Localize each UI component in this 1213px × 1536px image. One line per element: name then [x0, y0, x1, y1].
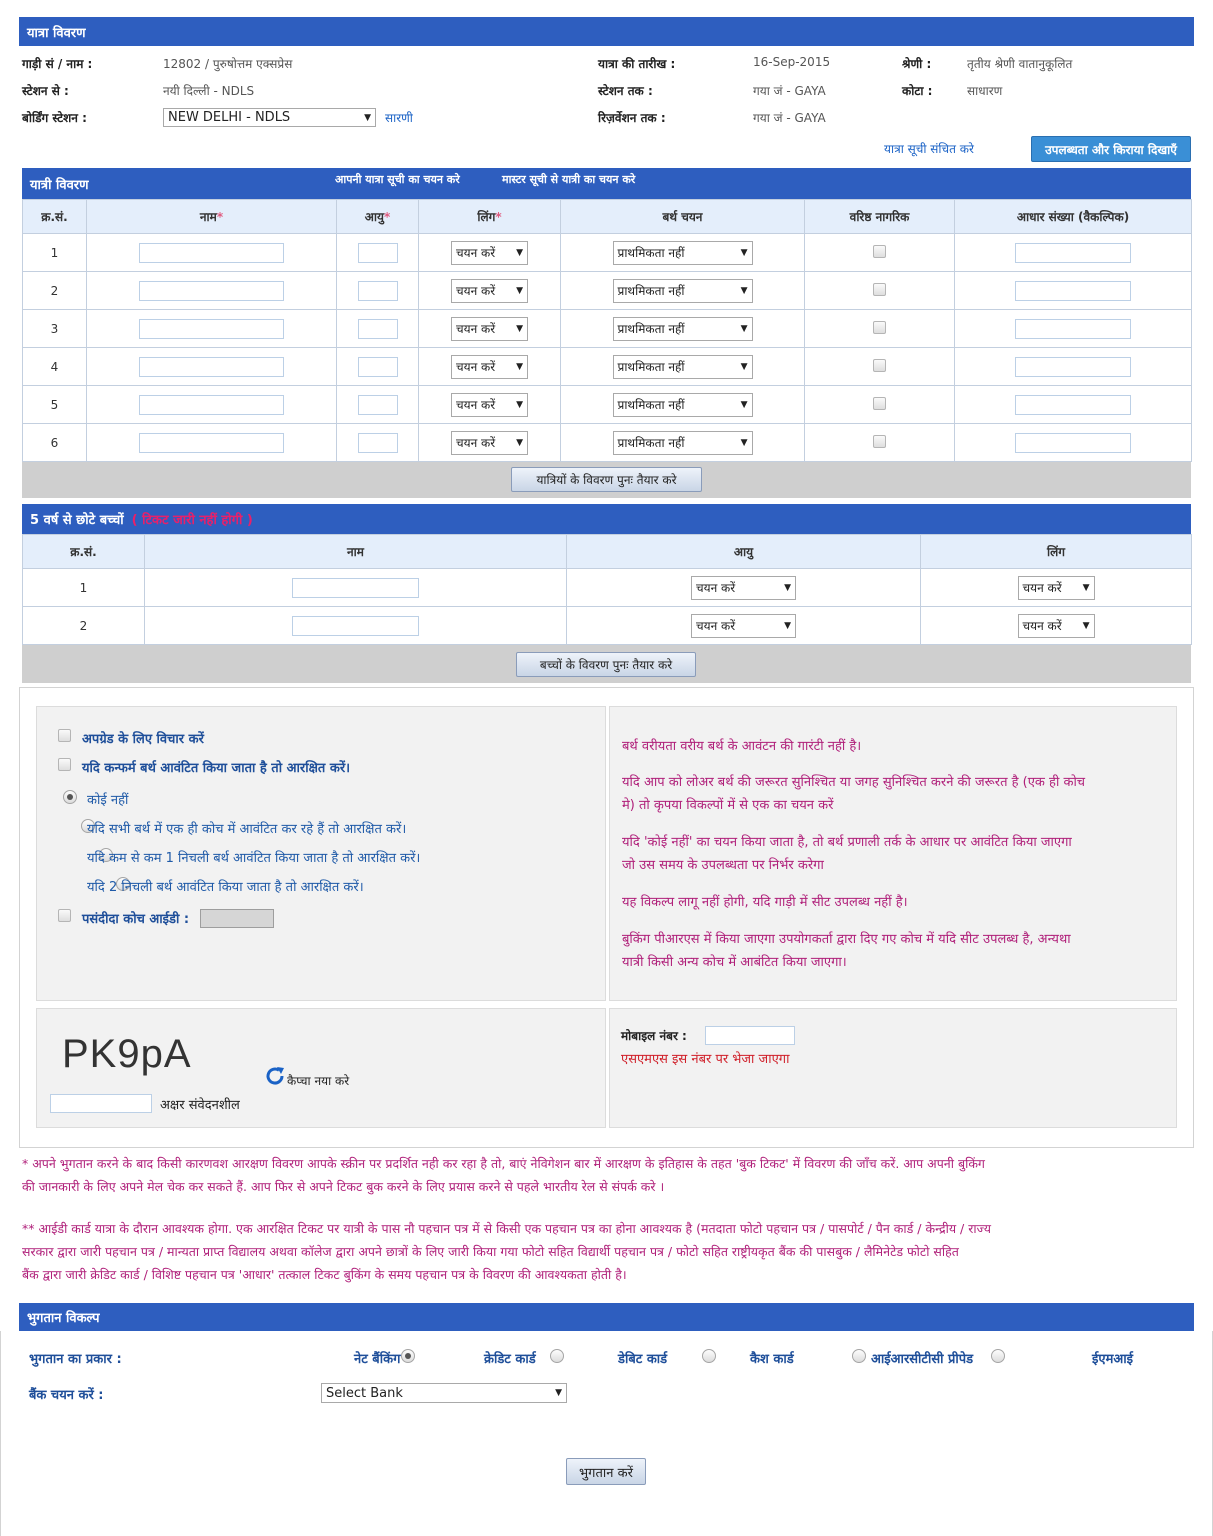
passenger-serial: 1	[23, 234, 87, 272]
coach-id-label: पसंदीदा कोच आईडी :	[82, 912, 190, 927]
pay-button[interactable]: भुगतान करें	[566, 1458, 646, 1485]
reset-children-button[interactable]: बच्चों के विवरण पुनः तैयार करे	[516, 652, 696, 677]
boarding-label: बोर्डिंग स्टेशन :	[22, 111, 87, 125]
passenger-row	[23, 310, 1192, 348]
passenger-name-input[interactable]	[139, 395, 284, 415]
chevron-down-icon: ▼	[740, 247, 748, 258]
show-availability-button[interactable]: उपलब्धता और किराया दिखाएँ	[1031, 136, 1191, 162]
aadhaar-input[interactable]	[1015, 243, 1131, 263]
chevron-down-icon: ▼	[1082, 582, 1090, 593]
passenger-berth-select[interactable]	[613, 431, 753, 455]
passenger-gender-value: चयन करें	[456, 322, 496, 336]
passenger-serial: 3	[23, 310, 87, 348]
passenger-age-input[interactable]	[358, 319, 398, 339]
refresh-icon[interactable]	[264, 1065, 286, 1087]
children-table-header	[23, 535, 1192, 569]
bank-select[interactable]	[321, 1383, 567, 1403]
chevron-down-icon: ▼	[740, 323, 748, 334]
chevron-down-icon: ▼	[516, 361, 523, 372]
child-age-value: चयन करें	[696, 619, 736, 633]
child-gender-select[interactable]	[1018, 614, 1095, 638]
passenger-berth-select[interactable]	[613, 355, 753, 379]
passenger-name-input[interactable]	[139, 357, 284, 377]
passenger-gender-value: चयन करें	[456, 360, 496, 374]
train-label: गाड़ी सं / नाम :	[22, 57, 93, 71]
passenger-name-input[interactable]	[139, 281, 284, 301]
date-value: 16-Sep-2015	[753, 55, 831, 69]
radio-credit-card-label: क्रेडिट कार्ड	[484, 1352, 536, 1367]
from-label: स्टेशन से :	[22, 84, 69, 98]
passenger-gender-select[interactable]	[451, 279, 528, 303]
radio-none[interactable]	[63, 790, 77, 804]
chevron-down-icon: ▼	[516, 323, 523, 334]
quota-value: साधारण	[967, 84, 1003, 98]
train-value: 12802 / पुरुषोत्तम एक्सप्रेस	[163, 57, 293, 71]
mobile-panel	[609, 1008, 1177, 1128]
chevron-down-icon: ▼	[784, 582, 791, 593]
senior-citizen-checkbox[interactable]	[873, 283, 886, 296]
passenger-gender-select[interactable]	[451, 241, 528, 265]
bank-select-label: बैंक चयन करें :	[29, 1388, 104, 1403]
radio-netbanking-label: नेट बैंकिंग	[354, 1352, 401, 1367]
note-1a: * अपने भुगतान करने के बाद किसी कारणवश आरक्षण विवरण आपके स्क्रीन पर प्रदर्शित नही कर रहा है तो, बाएं नेविगेशन बार में आरक्षण के इतिहास के तहत 'बुक टिकट' में विवरण की जाँच करें. आप अपनी बुकिंग	[22, 1156, 985, 1171]
from-value: नयी दिल्ली - NDLS	[163, 84, 255, 98]
passenger-berth-select[interactable]	[613, 393, 753, 417]
passenger-gender-select[interactable]	[451, 393, 528, 417]
upgrade-checkbox[interactable]	[58, 729, 71, 742]
chevron-down-icon: ▼	[1082, 620, 1090, 631]
note-2a: ** आईडी कार्ड यात्रा के दौरान आवश्यक होगा. एक आरक्षित टिकट पर यात्री के पास नौ पहचान पत्र में से किसी एक पहचान पत्र का होना आवश्यक है (मतदाता फोटो पहचान पत्र / पासपोर्ट / पैन कार्ड / केन्द्रीय / राज्य	[22, 1221, 991, 1236]
passenger-berth-value: प्राथमिकता नहीं	[617, 246, 685, 260]
class-value: तृतीय श्रेणी वातानुकूलित	[967, 57, 1073, 71]
chevron-down-icon: ▼	[516, 247, 523, 258]
info-line-1: बर्थ वरीयता वरीय बर्थ के आवंटन की गारंटी नहीं है।	[622, 739, 862, 754]
passenger-row	[23, 272, 1192, 310]
passenger-name-input[interactable]	[139, 243, 284, 263]
passenger-serial: 5	[23, 386, 87, 424]
passenger-berth-value: प्राथमिकता नहीं	[617, 360, 685, 374]
info-line-3a: यदि 'कोई नहीं' का चयन किया जाता है, तो बर्थ प्रणाली तर्क के आधार पर आवंटित किया जाएगा	[622, 835, 1072, 850]
passenger-gender-value: चयन करें	[456, 246, 496, 260]
child-gender-select[interactable]	[1018, 576, 1095, 600]
child-name-input[interactable]	[292, 578, 419, 598]
senior-citizen-checkbox[interactable]	[873, 245, 886, 258]
radio-prepaid-label: आईआरसीटीसी प्रीपेड	[871, 1352, 974, 1367]
aadhaar-input[interactable]	[1015, 357, 1131, 377]
case-sensitive-label: अक्षर संवेदनशील	[160, 1098, 240, 1113]
coach-id-checkbox[interactable]	[58, 909, 71, 922]
captcha-image: PK9pA	[62, 1032, 192, 1076]
children-header-title: 5 वर्ष से छोटे बच्चों	[30, 513, 124, 528]
reservation-label: रिज़र्वेशन तक :	[598, 111, 666, 125]
info-line-5b: यात्री किसी अन्य कोच में आबंटित किया जाएगा।	[622, 955, 847, 970]
child-col-age: आयु	[567, 535, 921, 569]
radio-cash-card[interactable]	[852, 1349, 866, 1363]
radio-one-lower-label: यदि कम से कम 1 निचली बर्थ आवंटित किया जाता है तो आरक्षित करें।	[87, 851, 421, 866]
coach-id-input[interactable]	[200, 909, 274, 928]
passenger-gender-value: चयन करें	[456, 436, 496, 450]
passenger-serial: 2	[23, 272, 87, 310]
chevron-down-icon: ▼	[516, 437, 523, 448]
chevron-down-icon: ▼	[740, 437, 748, 448]
passenger-serial: 4	[23, 348, 87, 386]
note-1b: की जानकारी के लिए अपने मेल चेक कर सकते हैं. आप फिर से अपने टिकट बुक करने के लिए प्रयास करने से पहले भारतीय रेल से संपर्क करे ।	[22, 1179, 665, 1194]
passenger-name-input[interactable]	[139, 319, 284, 339]
radio-cash-card-label: कैश कार्ड	[750, 1352, 794, 1367]
passenger-berth-select[interactable]	[613, 317, 753, 341]
aadhaar-input[interactable]	[1015, 433, 1131, 453]
chevron-down-icon: ▼	[516, 399, 523, 410]
passenger-age-input[interactable]	[358, 433, 398, 453]
child-age-value: चयन करें	[696, 581, 736, 595]
radio-debit-card-label: डेबिट कार्ड	[618, 1352, 668, 1367]
col-gender: लिंग*	[419, 200, 561, 234]
senior-citizen-checkbox[interactable]	[873, 359, 886, 372]
chevron-down-icon: ▼	[784, 620, 791, 631]
passenger-berth-select[interactable]	[613, 241, 753, 265]
radio-same-coach-label: यदि सभी बर्थ में एक ही कोच में आवंटित कर रहे हैं तो आरक्षित करें।	[87, 822, 407, 837]
date-label: यात्रा की तारीख :	[598, 57, 676, 71]
col-serial: क्र.सं.	[23, 200, 87, 234]
book-if-confirm-checkbox[interactable]	[58, 758, 71, 771]
reservation-value: गया जं - GAYA	[753, 111, 826, 125]
info-line-2a: यदि आप को लोअर बर्थ की जरूरत सुनिश्चित या जगह सुनिश्चित करने की जरूरत है (एक ही कोच	[622, 775, 1086, 790]
radio-none-label: कोई नहीं	[87, 793, 129, 808]
refresh-captcha-link[interactable]: कैप्चा नया करे	[287, 1074, 350, 1088]
passenger-berth-value: प्राथमिकता नहीं	[617, 322, 685, 336]
children-header	[22, 504, 1191, 534]
passenger-gender-value: चयन करें	[456, 398, 496, 412]
child-age-select[interactable]	[691, 576, 796, 600]
child-col-gender: लिंग	[921, 535, 1192, 569]
info-line-2b: मे) तो कृपया विकल्पों में से एक का चयन करें	[622, 798, 834, 813]
child-gender-value: चयन करें	[1022, 581, 1062, 595]
note-2b: सरकार द्वारा जारी पहचान पत्र / मान्यता प्राप्त विद्यालय अथवा कॉलेज द्वारा अपने छात्रों के लिए जारी किया गया फोटो सहित विद्यार्थी पहचान पत्र / फोटो सहित राष्ट्रीयकृत बैंक की पासबुक / लैमिनेटेड फोटो सहित	[22, 1244, 959, 1259]
passenger-gender-select[interactable]	[451, 431, 528, 455]
select-my-list-link[interactable]: आपनी यात्रा सूची का चयन करे	[335, 173, 460, 186]
passenger-gender-select[interactable]	[451, 355, 528, 379]
passenger-berth-value: प्राथमिकता नहीं	[617, 284, 685, 298]
chevron-down-icon: ▼	[740, 399, 748, 410]
passenger-age-input[interactable]	[358, 281, 398, 301]
child-age-select[interactable]	[691, 614, 796, 638]
select-master-list-link[interactable]: मास्टर सूची से यात्री का चयन करे	[502, 173, 636, 186]
journey-header	[19, 17, 1194, 46]
to-label: स्टेशन तक :	[598, 84, 653, 98]
child-row	[23, 569, 1192, 607]
upgrade-label: अपग्रेड के लिए विचार करें	[82, 732, 204, 747]
passenger-gender-value: चयन करें	[456, 284, 496, 298]
passenger-gender-select[interactable]	[451, 317, 528, 341]
passenger-header-title: यात्री विवरण	[30, 177, 89, 193]
info-line-5a: बुकिंग पीआरएस में किया जाएगा उपयोगकर्ता द्वारा दिए गए कोच में यदि सीट उपलब्ध है, अन्यथा	[622, 932, 1071, 947]
child-col-serial: क्र.सं.	[23, 535, 145, 569]
passenger-serial: 6	[23, 424, 87, 462]
child-row	[23, 607, 1192, 645]
aadhaar-input[interactable]	[1015, 281, 1131, 301]
radio-prepaid[interactable]	[991, 1349, 1005, 1363]
to-value: गया जं - GAYA	[753, 84, 826, 98]
passenger-age-input[interactable]	[358, 395, 398, 415]
reset-passenger-button[interactable]: यात्रियों के विवरण पुनः तैयार करे	[511, 467, 702, 492]
passenger-row	[23, 234, 1192, 272]
mobile-label: मोबाइल नंबर :	[621, 1029, 687, 1043]
passenger-row	[23, 424, 1192, 462]
save-journey-list-link[interactable]: यात्रा सूची संचित करे	[884, 142, 974, 156]
col-senior: वरिष्ठ नागरिक	[805, 200, 955, 234]
aadhaar-input[interactable]	[1015, 395, 1131, 415]
senior-citizen-checkbox[interactable]	[873, 435, 886, 448]
children-note: ( टिकट जारी नहीं होगी )	[131, 513, 253, 528]
child-serial: 2	[23, 607, 145, 645]
passenger-berth-value: प्राथमिकता नहीं	[617, 436, 685, 450]
aadhaar-input[interactable]	[1015, 319, 1131, 339]
child-col-name: नाम	[145, 535, 567, 569]
bank-select-value: Select Bank	[326, 1385, 403, 1401]
radio-two-lower-label: यदि 2 निचली बर्थ आवंटित किया जाता है तो आरक्षित करें।	[87, 880, 364, 895]
payment-type-label: भुगतान का प्रकार :	[29, 1352, 122, 1367]
schedule-link[interactable]: सारणी	[385, 111, 413, 125]
passenger-age-input[interactable]	[358, 243, 398, 263]
passenger-row	[23, 386, 1192, 424]
mobile-input[interactable]	[705, 1026, 795, 1045]
note-2c: बैंक द्वारा जारी क्रेडिट कार्ड / विशिष्ट पहचान पत्र 'आधार' तत्काल टिकट बुकिंग के समय पहचान पत्र के विवरण की आवश्यकता होती है।	[22, 1267, 627, 1282]
children-table	[22, 534, 1192, 645]
passenger-table-header	[23, 200, 1192, 234]
mobile-note: एसएमएस इस नंबर पर भेजा जाएगा	[621, 1052, 790, 1067]
book-if-confirm-label: यदि कन्फर्म बर्थ आवंटित किया जाता है तो आरक्षित करें।	[82, 761, 351, 776]
chevron-down-icon: ▼	[364, 112, 371, 123]
col-name: नाम*	[87, 200, 337, 234]
col-aadhaar: आधार संख्या (वैकल्पिक)	[955, 200, 1192, 234]
payment-header-title: भुगतान विकल्प	[27, 1311, 100, 1326]
passenger-name-input[interactable]	[139, 433, 284, 453]
payment-header	[19, 1303, 1194, 1331]
passenger-berth-select[interactable]	[613, 279, 753, 303]
passenger-berth-value: प्राथमिकता नहीं	[617, 398, 685, 412]
payment-section	[0, 1331, 1213, 1536]
info-line-3b: जो उस समय के उपलब्धता पर निर्भर करेगा	[622, 858, 824, 873]
passenger-row	[23, 348, 1192, 386]
quota-label: कोटा :	[902, 84, 933, 98]
senior-citizen-checkbox[interactable]	[873, 397, 886, 410]
passenger-age-input[interactable]	[358, 357, 398, 377]
child-name-input[interactable]	[292, 616, 419, 636]
journey-header-title: यात्रा विवरण	[27, 25, 86, 41]
chevron-down-icon: ▼	[740, 285, 748, 296]
chevron-down-icon: ▼	[740, 361, 748, 372]
child-serial: 1	[23, 569, 145, 607]
radio-debit-card[interactable]	[702, 1349, 716, 1363]
boarding-station-select[interactable]	[163, 108, 376, 127]
child-gender-value: चयन करें	[1022, 619, 1062, 633]
senior-citizen-checkbox[interactable]	[873, 321, 886, 334]
chevron-down-icon: ▼	[516, 285, 523, 296]
chevron-down-icon: ▼	[555, 1388, 562, 1398]
col-berth: बर्थ चयन	[561, 200, 805, 234]
radio-emi-label: ईएमआई	[1092, 1352, 1134, 1367]
boarding-station-value: NEW DELHI - NDLS	[168, 110, 291, 125]
passenger-table	[22, 199, 1192, 462]
captcha-input[interactable]	[50, 1094, 152, 1113]
col-age: आयु*	[337, 200, 419, 234]
class-label: श्रेणी :	[902, 57, 932, 71]
info-line-4: यह विकल्प लागू नहीं होगी, यदि गाड़ी में सीट उपलब्ध नहीं है।	[622, 895, 908, 910]
